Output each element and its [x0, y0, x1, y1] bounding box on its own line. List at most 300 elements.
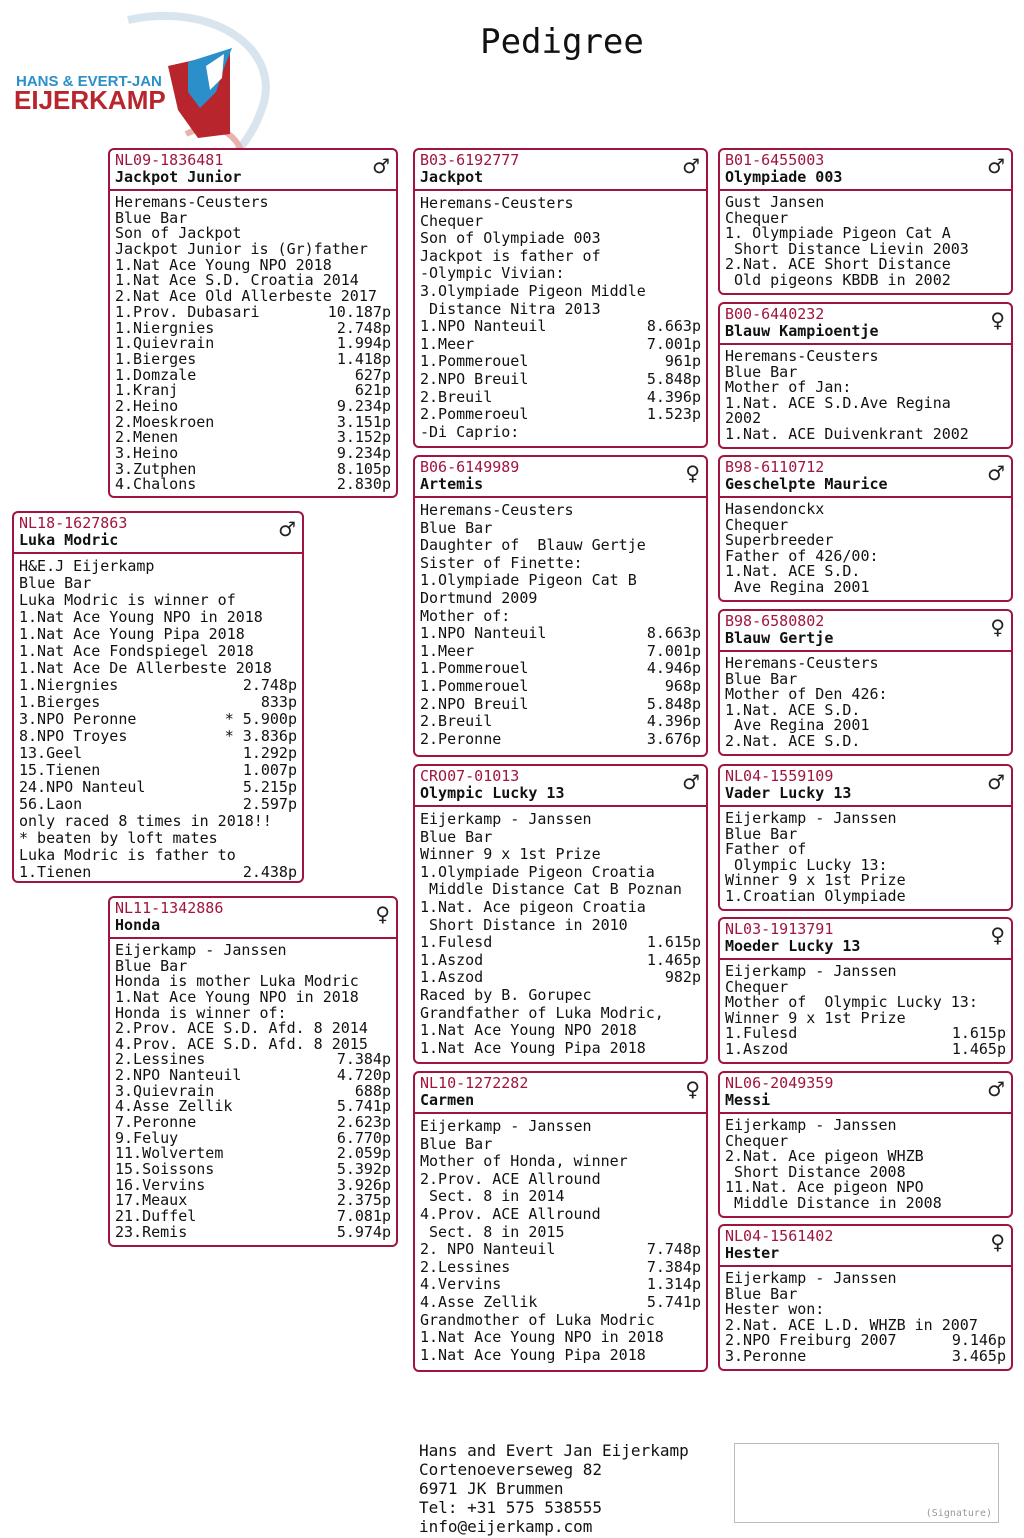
address-line: Hans and Evert Jan Eijerkamp — [419, 1441, 689, 1460]
line-text: Chequer — [725, 977, 789, 996]
card-line — [420, 537, 701, 555]
pigeon-name: Luka Modric — [19, 531, 119, 549]
line-text: Eijerkamp - Janssen — [725, 1116, 897, 1134]
line-text: 1.Prov. Dubasari — [115, 302, 260, 321]
line-text: -Olympic Vivian: — [420, 264, 565, 283]
line-text: 2.Nat. ACE S.D. — [725, 731, 861, 750]
line-text: Mother of Olympic Lucky 13: — [725, 993, 978, 1012]
line-text: 4.Asse Zellik — [115, 1097, 233, 1116]
line-value: 3.676p — [646, 729, 701, 748]
ring-number: B98-6580802 — [725, 612, 825, 630]
card-header — [720, 457, 1011, 498]
ring-number: B00-6440232 — [725, 305, 825, 323]
line-text: 1.Pommerouel — [420, 352, 529, 371]
line-text: 1. Olympiade Pigeon Cat A — [725, 224, 951, 243]
line-value: 1.615p — [646, 933, 701, 952]
pedigree-card-ggp-8 — [718, 1224, 1013, 1371]
card-line — [420, 424, 701, 442]
sex-icon: ♂ — [682, 154, 700, 178]
line-text: Blue Bar — [115, 208, 188, 227]
card-line — [420, 696, 701, 714]
card-line — [19, 626, 297, 643]
line-text: Chequer — [420, 211, 484, 230]
line-text: Sister of Finette: — [420, 553, 583, 572]
card-body — [720, 191, 1011, 289]
pedigree-card-ggp-5 — [718, 764, 1013, 911]
card-line — [115, 477, 391, 493]
line-text: 1.Fulesd — [725, 1024, 798, 1043]
card-line — [420, 608, 701, 626]
line-text: 1.Aszod — [420, 968, 484, 987]
card-line — [420, 1347, 701, 1365]
line-value: 2.748p — [242, 676, 297, 694]
line-text: 1.Niergnies — [115, 318, 215, 337]
line-text: 2.NPO Breuil — [420, 369, 529, 388]
card-line — [19, 779, 297, 796]
card-body — [110, 191, 396, 493]
line-text: 1.Nat. ACE S.D. — [725, 700, 861, 719]
sex-icon: ♀ — [990, 615, 1005, 639]
line-text: 1.Fulesd — [420, 933, 493, 952]
card-line — [420, 248, 701, 266]
line-text: Middle Distance Cat B Poznan — [420, 880, 682, 899]
line-text: 1.Niergnies — [19, 676, 119, 694]
line-text: Heremans-Ceusters — [420, 194, 574, 212]
line-text: Chequer — [725, 1131, 789, 1150]
line-text: Son of Jackpot — [115, 224, 242, 243]
logo-line1: HANS & EVERT-JAN — [16, 73, 162, 90]
card-header — [415, 457, 706, 498]
card-body — [415, 191, 706, 441]
sex-icon: ♀ — [685, 1077, 700, 1101]
line-value: 7.081p — [336, 1206, 391, 1225]
ring-number: B06-6149989 — [420, 458, 520, 476]
line-text: 4.Chalons — [115, 475, 197, 494]
card-line — [19, 796, 297, 813]
line-value: 3.465p — [951, 1346, 1006, 1365]
line-text: 1.Nat. ACE S.D. — [725, 562, 861, 581]
line-value: 1.292p — [242, 744, 297, 762]
card-line — [19, 728, 297, 745]
card-line — [115, 1222, 391, 1241]
line-value: 2.597p — [242, 795, 297, 813]
line-value: 627p — [354, 365, 391, 384]
card-line — [420, 1294, 701, 1312]
line-text: 1.Pommerouel — [420, 676, 529, 695]
line-value: 7.384p — [336, 1050, 391, 1069]
card-line — [19, 592, 297, 609]
line-text: 2.Peronne — [420, 729, 502, 748]
card-body — [720, 1267, 1011, 1365]
sex-icon: ♀ — [990, 923, 1005, 947]
line-text: Luka Modric is father to — [19, 846, 236, 864]
line-text: 1.Aszod — [420, 950, 484, 969]
card-line — [420, 829, 701, 847]
line-text: H&E.J Eijerkamp — [19, 557, 155, 575]
line-text: 2.Prov. ACE Allround — [420, 1169, 601, 1188]
sex-icon: ♀ — [685, 461, 700, 485]
card-line — [420, 230, 701, 248]
line-text: Heremans-Ceusters — [420, 501, 574, 519]
card-line — [420, 1312, 701, 1330]
card-line — [19, 813, 297, 830]
line-value: 3.151p — [336, 412, 391, 431]
line-value: 5.848p — [646, 694, 701, 713]
line-text: Blue Bar — [420, 518, 493, 537]
card-header — [110, 898, 396, 939]
ring-number: NL04-1561402 — [725, 1227, 834, 1245]
line-text: Heremans-Ceusters — [725, 347, 879, 365]
line-text: Grandmother of Luka Modric — [420, 1310, 655, 1329]
card-line — [725, 1346, 1006, 1365]
line-text: Luka Modric is winner of — [19, 591, 236, 609]
card-header — [720, 919, 1011, 960]
line-text: Superbreeder — [725, 531, 834, 550]
card-line — [725, 731, 1006, 750]
card-line — [420, 934, 701, 952]
card-body — [720, 652, 1011, 750]
card-line — [725, 393, 1006, 412]
sex-icon: ♂ — [987, 154, 1005, 178]
line-value: 10.187p — [327, 302, 391, 321]
ring-number: NL10-1272282 — [420, 1074, 529, 1092]
line-value: 6.770p — [336, 1128, 391, 1147]
pigeon-name: Jackpot Junior — [115, 168, 242, 186]
line-text: Grandfather of Luka Modric, — [420, 1003, 664, 1022]
line-text: 3.Heino — [115, 444, 179, 462]
line-value: 3.926p — [336, 1175, 391, 1194]
ring-number: NL04-1559109 — [725, 767, 834, 785]
card-body — [415, 498, 706, 748]
line-value: 4.720p — [336, 1066, 391, 1085]
line-value: 9.234p — [336, 396, 391, 415]
line-text: Distance Nitra 2013 — [420, 299, 601, 318]
ring-number: NL09-1836481 — [115, 151, 224, 169]
card-line — [19, 830, 297, 847]
line-value: 1.465p — [951, 1039, 1006, 1058]
line-value: 5.848p — [646, 369, 701, 388]
card-line — [420, 1188, 701, 1206]
card-line — [420, 389, 701, 407]
ring-number: NL06-2049359 — [725, 1074, 834, 1092]
card-line — [420, 502, 701, 520]
card-line — [19, 660, 297, 677]
line-value: 9.146p — [951, 1331, 1006, 1350]
line-text: 1.Nat Ace Fondspiegel 2018 — [19, 642, 254, 660]
line-text: Old pigeons KBDB in 2002 — [725, 270, 951, 289]
line-text: 1.Nat Ace Young NPO 2018 — [115, 255, 332, 274]
card-line — [420, 1040, 701, 1058]
card-line — [19, 677, 297, 694]
card-line — [420, 811, 701, 829]
line-text: 4.Prov. ACE Allround — [420, 1204, 601, 1223]
line-text: Father of 426/00: — [725, 546, 879, 565]
line-text: only raced 8 times in 2018!! — [19, 812, 272, 830]
line-value: 7.748p — [646, 1240, 701, 1259]
line-text: 1.Olympiade Pigeon Croatia — [420, 862, 655, 881]
line-text: Blue Bar — [725, 362, 798, 381]
line-text: Eijerkamp - Janssen — [420, 810, 592, 828]
line-value: 3.152p — [336, 428, 391, 447]
line-text: 1.Nat Ace Young NPO in 2018 — [19, 608, 263, 626]
line-text: 24.NPO Nanteul — [19, 778, 146, 796]
card-line — [19, 609, 297, 626]
card-line — [19, 643, 297, 660]
line-text: 1.Croatian Olympiade — [725, 886, 906, 905]
card-line — [725, 1193, 1006, 1212]
line-text: 1.Meer — [420, 334, 475, 353]
line-text: Mother of Den 426: — [725, 685, 888, 704]
line-text: Honda is mother Luka Modric — [115, 972, 359, 991]
logo — [10, 6, 272, 154]
line-value: 5.974p — [336, 1222, 391, 1241]
line-text: Jackpot is father of — [420, 246, 601, 265]
pigeon-name: Olympiade 003 — [725, 168, 843, 186]
pedigree-card-ggp-6 — [718, 917, 1013, 1064]
line-text: 7.Peronne — [115, 1113, 197, 1132]
line-text: 2.Breuil — [420, 712, 493, 731]
line-text: Father of — [725, 840, 807, 859]
address-block — [419, 1441, 689, 1536]
line-text: 1.Nat Ace S.D. Croatia 2014 — [115, 271, 359, 290]
line-text: 1.Kranj — [115, 381, 179, 400]
line-text: * beaten by loft mates — [19, 829, 218, 847]
card-line — [19, 864, 297, 881]
line-value: 1.418p — [336, 349, 391, 368]
signature-box[interactable] — [734, 1443, 999, 1523]
pedigree-card-gm-paternal — [413, 455, 708, 757]
card-line — [420, 1329, 701, 1347]
line-text: Honda is winner of: — [115, 1003, 287, 1022]
line-value: 961p — [664, 352, 701, 371]
pigeon-name: Honda — [115, 916, 161, 934]
line-value: 5.741p — [336, 1097, 391, 1116]
card-line — [420, 520, 701, 538]
card-body — [110, 939, 396, 1240]
card-line — [420, 1241, 701, 1259]
line-text: Winner 9 x 1st Prize — [725, 871, 906, 890]
line-text: 2.Pommeroeul — [420, 405, 529, 424]
card-line — [420, 899, 701, 917]
card-line — [420, 371, 701, 389]
line-value: 1.465p — [646, 950, 701, 969]
line-text: 56.Laon — [19, 795, 83, 813]
card-line — [420, 1259, 701, 1277]
line-text: Short Distance in 2010 — [420, 915, 628, 934]
card-header — [415, 150, 706, 191]
line-text: 2.Breuil — [420, 387, 493, 406]
line-value: 7.001p — [646, 334, 701, 353]
address-line: 6971 JK Brummen — [419, 1479, 564, 1498]
line-text: Eijerkamp - Janssen — [725, 1269, 897, 1287]
card-line — [725, 424, 1006, 443]
sex-icon: ♂ — [987, 461, 1005, 485]
ring-number: B03-6192777 — [420, 151, 520, 169]
line-value: 7.384p — [646, 1257, 701, 1276]
line-value: 1.523p — [646, 405, 701, 424]
line-value: 5.215p — [242, 778, 297, 796]
line-text: 1.Nat Ace Young NPO in 2018 — [420, 1328, 664, 1347]
ring-number: CRO07-01013 — [420, 767, 520, 785]
line-text: 9.Feluy — [115, 1128, 179, 1147]
pedigree-card-gf-paternal — [413, 148, 708, 448]
card-line — [19, 847, 297, 864]
line-text: Ave Regina 2001 — [725, 716, 870, 735]
line-value: 1.314p — [646, 1275, 701, 1294]
line-text: Hasendonckx — [725, 500, 825, 518]
line-value: 833p — [260, 693, 297, 711]
card-body — [415, 807, 706, 1057]
card-line — [420, 1136, 701, 1154]
line-text: Mother of Honda, winner — [420, 1152, 628, 1171]
line-text: 3.Olympiade Pigeon Middle — [420, 281, 646, 300]
line-text: Blue Bar — [115, 956, 188, 975]
line-text: 1.Nat Ace Young Pipa 2018 — [19, 625, 245, 643]
line-text: 2.Nat Ace Old Allerbeste 2017 — [115, 287, 377, 306]
card-line — [420, 660, 701, 678]
sex-icon: ♀ — [375, 902, 390, 926]
card-body — [720, 498, 1011, 596]
line-text: 2.Nat. Ace pigeon WHZB — [725, 1147, 924, 1166]
card-line — [420, 213, 701, 231]
line-text: 1.Nat. ACE S.D.Ave Regina — [725, 393, 951, 412]
card-header — [720, 611, 1011, 652]
card-line — [420, 555, 701, 573]
line-value: 5.392p — [336, 1159, 391, 1178]
card-line — [420, 1118, 701, 1136]
line-value: 1.007p — [242, 761, 297, 779]
line-text: Raced by B. Gorupec — [420, 985, 592, 1004]
line-value: 9.234p — [336, 444, 391, 462]
line-value: 7.001p — [646, 641, 701, 660]
line-value: 5.741p — [646, 1292, 701, 1311]
line-value: 688p — [354, 1081, 391, 1100]
line-text: 2002 — [725, 409, 762, 428]
pedigree-card-mother — [108, 896, 398, 1247]
line-text: 1.Nat Ace Young NPO 2018 — [420, 1021, 637, 1040]
line-text: Mother of Jan: — [725, 378, 852, 397]
line-text: 21.Duffel — [115, 1206, 197, 1225]
line-value: 8.663p — [646, 317, 701, 336]
card-line — [420, 917, 701, 935]
card-line — [420, 1022, 701, 1040]
line-text: 2.Lessines — [115, 1050, 206, 1069]
card-line — [19, 558, 297, 575]
card-line — [420, 1224, 701, 1242]
line-value: 2.438p — [242, 863, 297, 881]
line-text: 3.Peronne — [725, 1346, 807, 1365]
ring-number: NL11-1342886 — [115, 899, 224, 917]
signature-label: (Signature) — [925, 1508, 992, 1519]
card-body — [720, 960, 1011, 1058]
pigeon-name: Geschelpte Maurice — [725, 475, 888, 493]
card-line — [420, 1276, 701, 1294]
line-text: 15.Tienen — [19, 761, 101, 779]
card-line — [420, 643, 701, 661]
pigeon-name: Blauw Gertje — [725, 629, 834, 647]
line-text: Gust Jansen — [725, 193, 825, 211]
ring-number: NL03-1913791 — [725, 920, 834, 938]
card-line — [420, 881, 701, 899]
card-line — [420, 406, 701, 424]
ring-number: B98-6110712 — [725, 458, 825, 476]
line-text: 23.Remis — [115, 1222, 188, 1241]
sex-icon: ♂ — [372, 154, 390, 178]
line-text: 2.Nat. ACE L.D. WHZB in 2007 — [725, 1315, 978, 1334]
pedigree-card-ggp-4 — [718, 609, 1013, 756]
line-text: 1.Meer — [420, 641, 475, 660]
line-text: Blue Bar — [19, 574, 92, 592]
card-line — [420, 318, 701, 336]
card-line — [420, 590, 701, 608]
line-text: 1.Pommerouel — [420, 659, 529, 678]
line-text: Eijerkamp - Janssen — [115, 941, 287, 959]
email-link[interactable]: info@eijerkamp.com — [419, 1517, 593, 1536]
line-value: 621p — [354, 381, 391, 400]
line-text: 4.Vervins — [420, 1275, 502, 1294]
line-value: * 3.836p — [224, 727, 297, 745]
line-text: Son of Olympiade 003 — [420, 229, 601, 248]
pigeon-name: Vader Lucky 13 — [725, 784, 852, 802]
card-header — [720, 766, 1011, 807]
line-text: 16.Vervins — [115, 1175, 206, 1194]
card-body — [720, 345, 1011, 443]
line-text: Blue Bar — [725, 824, 798, 843]
line-text: 2. NPO Nanteuil — [420, 1240, 556, 1259]
line-text: 11.Wolvertem — [115, 1144, 224, 1163]
line-text: 15.Soissons — [115, 1159, 215, 1178]
line-text: 1.Aszod — [725, 1039, 789, 1058]
card-line — [19, 745, 297, 762]
pigeon-name: Hester — [725, 1244, 780, 1262]
pedigree-card-ggp-2 — [718, 302, 1013, 449]
line-text: Winner 9 x 1st Prize — [420, 845, 601, 864]
line-text: 2.NPO Freiburg 2007 — [725, 1331, 897, 1350]
card-line — [420, 625, 701, 643]
ring-number: B01-6455003 — [725, 151, 825, 169]
card-line — [420, 678, 701, 696]
line-text: Blue Bar — [420, 1134, 493, 1153]
card-body — [720, 1114, 1011, 1212]
pedigree-card-gm-maternal — [413, 1071, 708, 1372]
line-text: 1.NPO Nanteuil — [420, 317, 547, 336]
card-line — [420, 713, 701, 731]
line-text: 1.Nat. ACE Duivenkrant 2002 — [725, 424, 969, 443]
line-value: 4.946p — [646, 659, 701, 678]
card-body — [415, 1114, 706, 1364]
card-line — [420, 301, 701, 319]
line-value: 8.105p — [336, 459, 391, 478]
line-text: Chequer — [725, 515, 789, 534]
pigeon-name: Blauw Kampioentje — [725, 322, 879, 340]
line-text: Short Distance 2008 — [725, 1162, 906, 1181]
address-line: Cortenoeverseweg 82 — [419, 1460, 603, 1479]
card-line — [19, 762, 297, 779]
line-text: 1.Bierges — [115, 349, 197, 368]
line-text: 1.Quievrain — [115, 334, 215, 353]
pigeon-name: Artemis — [420, 475, 484, 493]
card-line — [420, 1171, 701, 1189]
line-text: Jackpot Junior is (Gr)father — [115, 240, 368, 259]
card-line — [420, 283, 701, 301]
line-text: Dortmund 2009 — [420, 588, 538, 607]
line-value: 2.830p — [336, 475, 391, 494]
sex-icon: ♂ — [987, 770, 1005, 794]
pigeon-name: Messi — [725, 1091, 771, 1109]
line-text: Blue Bar — [725, 1284, 798, 1303]
line-text: 1.Domzale — [115, 365, 197, 384]
line-text: 1.Tienen — [19, 863, 92, 881]
